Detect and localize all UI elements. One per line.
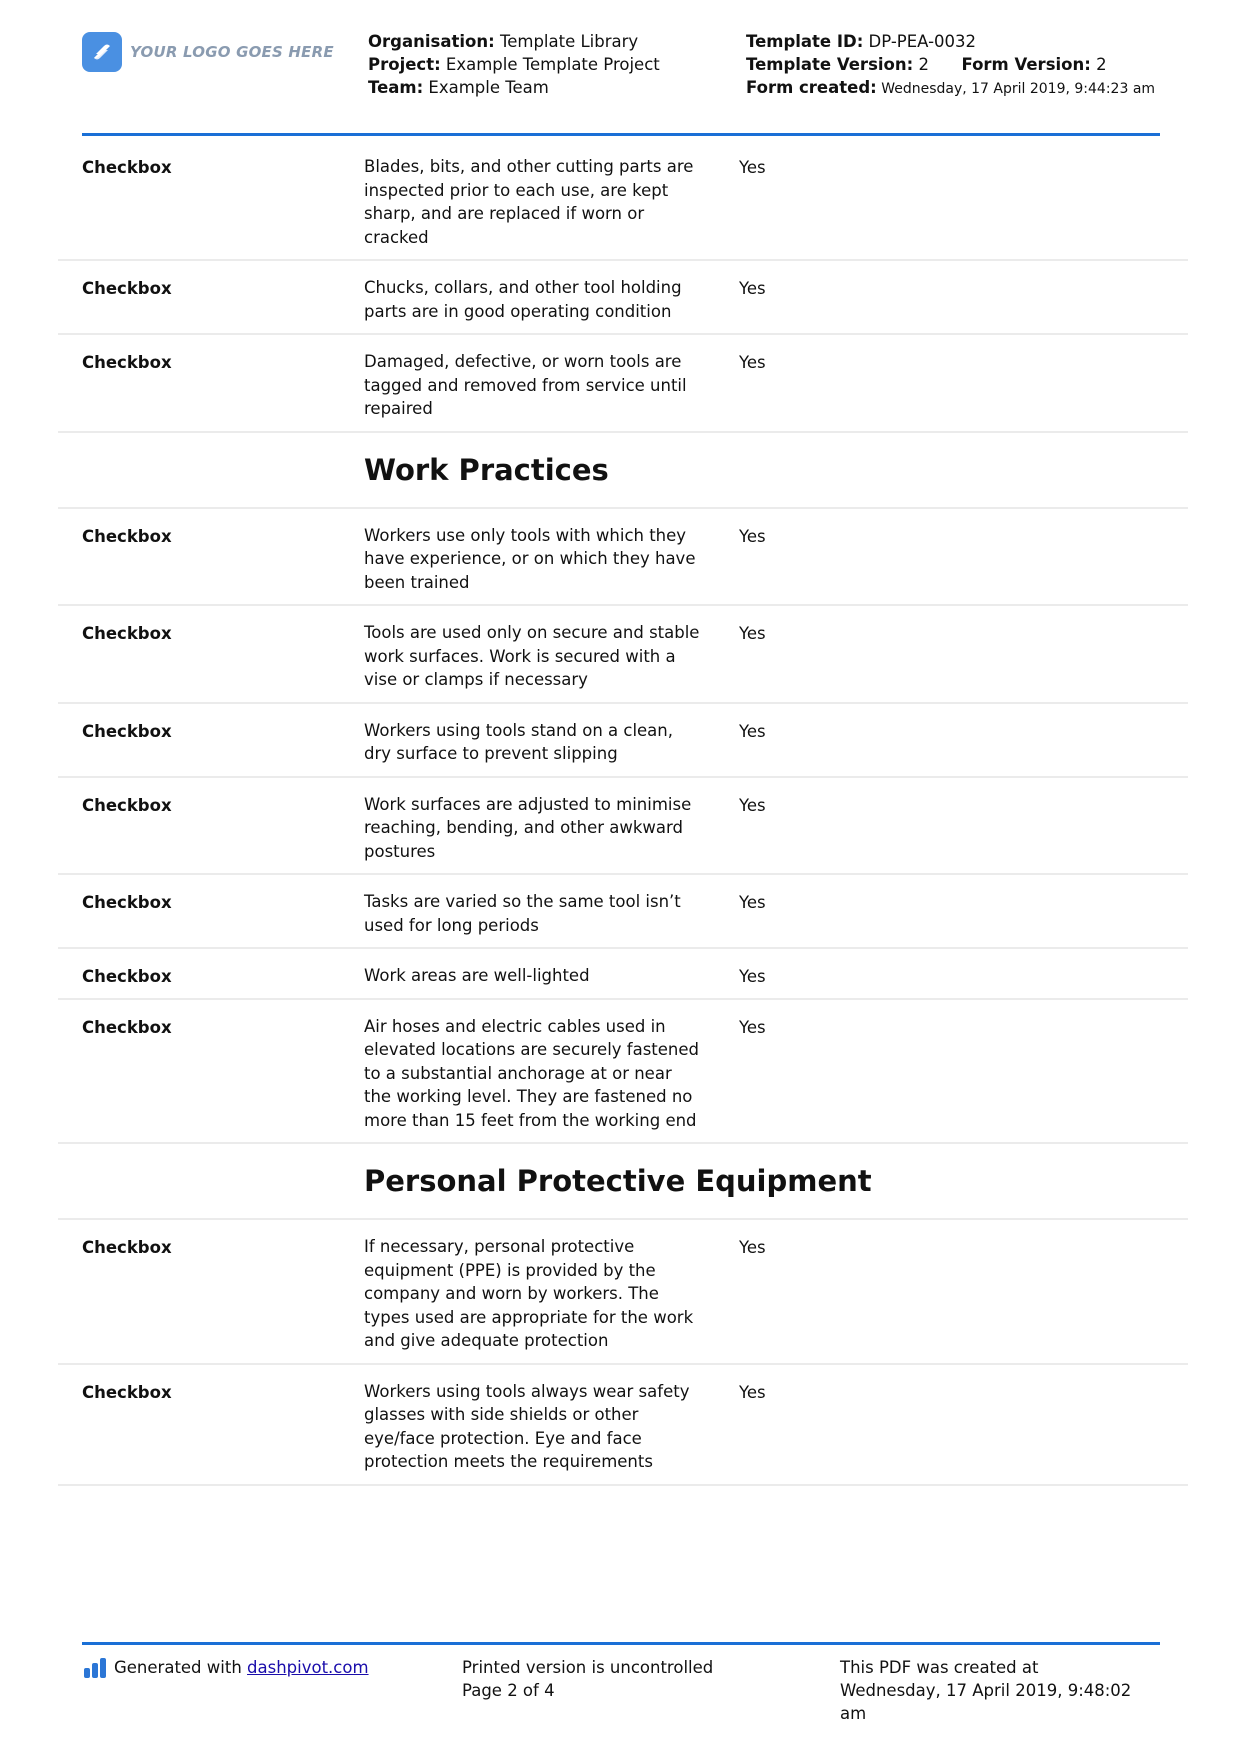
checklist-row (58, 509, 1188, 607)
checklist-question: Tools are used only on secure and stable work surfaces. Work is secured with a vise or clamps if necessary (364, 623, 700, 689)
logo-text: YOUR LOGO GOES HERE (130, 43, 334, 61)
checklist-group-equipment (58, 140, 1188, 433)
created-timestamp: Wednesday, 17 April 2019, 9:48:02 am (840, 1681, 1132, 1723)
checklist-answer: Yes (739, 893, 766, 912)
checklist-answer: Yes (739, 1238, 766, 1257)
checklist-row (58, 778, 1188, 876)
page-number: Page 2 of 4 (462, 1681, 555, 1700)
checklist-answer: Yes (739, 1017, 766, 1037)
created-label: This PDF was created at (840, 1658, 1039, 1677)
section-title: Work Practices (364, 452, 609, 487)
template-id-line: Template ID: DP-PEA-0032 (746, 32, 977, 51)
checklist-answer: Yes (739, 721, 766, 741)
field-type-label: Checkbox (82, 158, 172, 177)
field-type-label: Checkbox (82, 279, 172, 298)
checklist-answer: Yes (739, 353, 766, 372)
field-type-label: Checkbox (82, 1382, 172, 1402)
checklist-row (58, 704, 1188, 778)
section-heading-work-practices (58, 433, 1188, 509)
checklist-question: Blades, bits, and other cutting parts are inspected prior to each use, are kept sharp, and are replaced if worn or cracked (364, 157, 694, 247)
checklist-question: Workers using tools stand on a clean, dry surface to prevent slipping (364, 720, 673, 763)
checklist-row (58, 875, 1188, 949)
field-type-label: Checkbox (82, 795, 172, 815)
generated-text: Generated with (114, 1658, 248, 1677)
checklist-question: Workers use only tools with which they have experience, or on which they have been trained (364, 525, 696, 592)
team-line: Team: Example Team (368, 78, 549, 97)
checklist-question: Work surfaces are adjusted to minimise reaching, bending, and other awkward postures (364, 794, 692, 861)
checklist-row (58, 1000, 1188, 1145)
section-title: Personal Protective Equipment (364, 1164, 872, 1198)
dashpivot-bars-icon (84, 1658, 106, 1678)
checklist-question: Work areas are well-lighted (364, 966, 590, 985)
checklist-answer: Yes (739, 967, 766, 986)
form-created-line: Form created: Wednesday, 17 April 2019, 9:44:23 am (746, 78, 1156, 97)
checklist-question: Damaged, defective, or worn tools are tagged and removed from service until repaired (364, 352, 687, 418)
checklist-row (58, 949, 1188, 1000)
checklist-group-work-practices (58, 509, 1188, 1145)
footer-print-info (462, 1656, 713, 1702)
version-line: Template Version: 2 Form Version: 2 (746, 55, 1107, 74)
checklist-answer: Yes (739, 795, 766, 815)
header-template-info (746, 30, 1166, 101)
uncontrolled-notice: Printed version is uncontrolled (462, 1658, 714, 1677)
section-heading-ppe (58, 1144, 1188, 1220)
checklist-row (58, 1220, 1188, 1365)
document-header (82, 30, 1160, 134)
field-type-label: Checkbox (82, 721, 172, 741)
dashpivot-link[interactable]: dashpivot.com (247, 1658, 369, 1677)
field-type-label: Checkbox (82, 1238, 172, 1257)
company-logo (82, 32, 334, 72)
footer-generated (84, 1656, 369, 1679)
checklist-row (58, 606, 1188, 704)
field-type-label: Checkbox (82, 1017, 172, 1037)
checklist-row (58, 1365, 1188, 1486)
footer-divider (82, 1642, 1160, 1645)
checklist-row (58, 335, 1188, 433)
checklist-answer: Yes (739, 526, 766, 546)
organisation-line: Organisation: Template Library (368, 32, 639, 51)
logo-icon (82, 32, 122, 72)
field-type-label: Checkbox (82, 893, 172, 912)
field-type-label: Checkbox (82, 624, 172, 643)
checklist-answer: Yes (739, 158, 766, 177)
checklist-row (58, 140, 1188, 261)
checklist-row (58, 261, 1188, 335)
checklist-group-ppe (58, 1220, 1188, 1486)
checklist-answer: Yes (739, 624, 766, 643)
header-org-info (368, 30, 660, 99)
footer-created-info (840, 1656, 1150, 1725)
checklist-answer: Yes (739, 279, 766, 298)
project-line: Project: Example Template Project (368, 55, 660, 74)
header-divider (82, 133, 1160, 136)
checklist-question: Workers using tools always wear safety glasses with side shields or other eye/face protection. Eye and face protection meets the requirements (364, 1381, 690, 1471)
checklist-question: If necessary, personal protective equipment (PPE) is provided by the company and worn by workers. The types used are appropriate for the work and give adequate protection (364, 1237, 694, 1350)
checklist-question: Chucks, collars, and other tool holding parts are in good operating condition (364, 278, 682, 321)
checklist-question: Air hoses and electric cables used in elevated locations are securely fastened to a substantial anchorage at or near the working level. They are fastened no more than 15 feet from the working end (364, 1016, 700, 1130)
checklist (58, 140, 1188, 1486)
field-type-label: Checkbox (82, 353, 172, 372)
field-type-label: Checkbox (82, 967, 172, 986)
field-type-label: Checkbox (82, 526, 172, 546)
checklist-answer: Yes (739, 1382, 766, 1402)
checklist-question: Tasks are varied so the same tool isn’t used for long periods (364, 892, 681, 935)
